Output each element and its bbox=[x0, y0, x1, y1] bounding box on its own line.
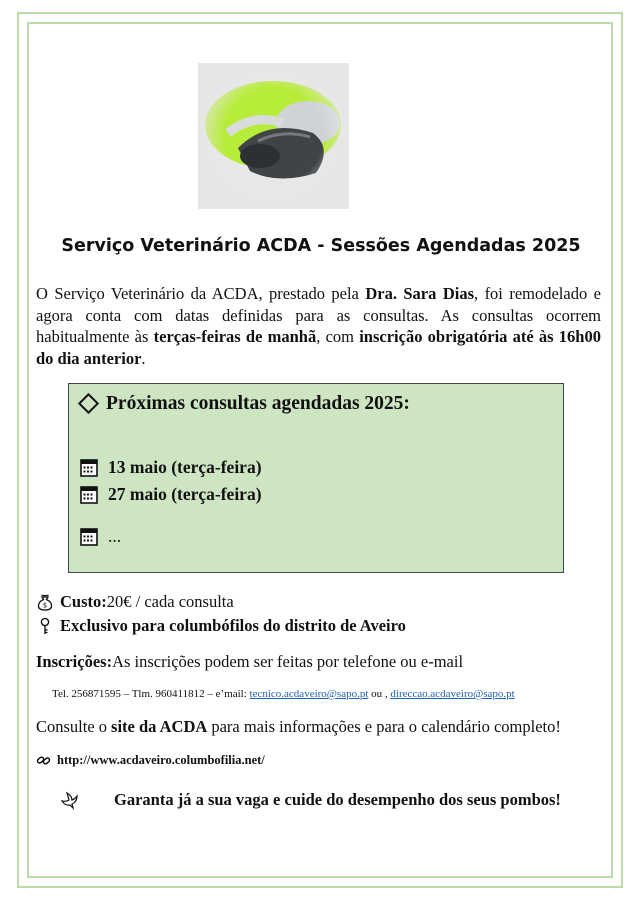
diamond-icon bbox=[78, 393, 99, 414]
schedule-date bbox=[80, 457, 262, 478]
phone-numbers: Tel. 256871595 – Tlm. 960411812 – e’mail: bbox=[52, 688, 250, 700]
email-link-direccao[interactable]: direccao.acdaveiro@sapo.pt bbox=[390, 688, 515, 700]
closing-line bbox=[60, 790, 561, 810]
intro-text: , com bbox=[316, 327, 360, 346]
registration-deadline: inscrição obrigatória até às 16h00 do dia anterior bbox=[36, 327, 601, 368]
registration-label: Inscrições: bbox=[36, 652, 113, 671]
key-icon bbox=[36, 617, 54, 635]
schedule-date-text: 27 maio (terça-feira) bbox=[108, 484, 262, 504]
exclusive-line bbox=[36, 616, 406, 636]
schedule-more bbox=[80, 526, 121, 547]
intro-text: , foi remodelado e agora conta com datas definidas para as consultas. As consultas ocorrem habitualmente às bbox=[36, 284, 601, 346]
schedule-box bbox=[68, 383, 564, 573]
site-line-text: Consulte o bbox=[36, 717, 108, 736]
exclusive-text: Exclusivo para columbófilos do distrito de Aveiro bbox=[60, 616, 406, 635]
contacts-line bbox=[52, 688, 515, 700]
cost-value: 20€ / cada consulta bbox=[106, 592, 234, 611]
schedule-more-text: ... bbox=[108, 526, 122, 546]
intro-text: . bbox=[141, 348, 146, 368]
email-link-tecnico[interactable]: tecnico.acdaveiro@sapo.pt bbox=[249, 688, 369, 700]
schedule-date-text: 13 maio (terça-feira) bbox=[108, 457, 262, 477]
schedule-heading bbox=[79, 393, 410, 415]
registration-text: As inscrições podem ser feitas por telefone ou e-mail bbox=[112, 652, 464, 671]
consultation-day: terças-feiras de manhã bbox=[153, 327, 317, 346]
contacts-separator: ou , bbox=[368, 688, 391, 700]
site-name: site da ACDA bbox=[111, 717, 208, 736]
cost-label: Custo: bbox=[60, 592, 107, 611]
intro-text: O Serviço Veterinário da ACDA, prestado pela bbox=[36, 284, 366, 303]
dove-icon bbox=[60, 790, 80, 810]
schedule-heading-text: Próximas consultas agendadas 2025: bbox=[106, 393, 410, 414]
money-bag-icon bbox=[36, 593, 54, 611]
veterinarian-pigeon-photo bbox=[198, 63, 349, 209]
calendar-icon bbox=[80, 528, 98, 546]
link-icon bbox=[36, 753, 51, 768]
registration-line bbox=[36, 652, 463, 672]
site-line bbox=[36, 717, 561, 737]
intro-paragraph bbox=[36, 283, 601, 369]
website-url[interactable]: http://www.acdaveiro.columbofilia.net/ bbox=[57, 753, 265, 767]
svg-text:$: $ bbox=[42, 601, 48, 610]
calendar-icon bbox=[80, 486, 98, 504]
closing-text: Garanta já a sua vaga e cuide do desempenho dos seus pombos! bbox=[114, 790, 561, 809]
doctor-name: Dra. Sara Dias bbox=[365, 284, 474, 303]
cost-line bbox=[36, 592, 234, 612]
page-title: Serviço Veterinário ACDA - Sessões Agendadas 2025 bbox=[61, 236, 581, 256]
schedule-date bbox=[80, 484, 262, 505]
website-url-line bbox=[36, 753, 265, 768]
calendar-icon bbox=[80, 459, 98, 477]
site-line-text: para mais informações e para o calendário completo! bbox=[211, 717, 561, 736]
